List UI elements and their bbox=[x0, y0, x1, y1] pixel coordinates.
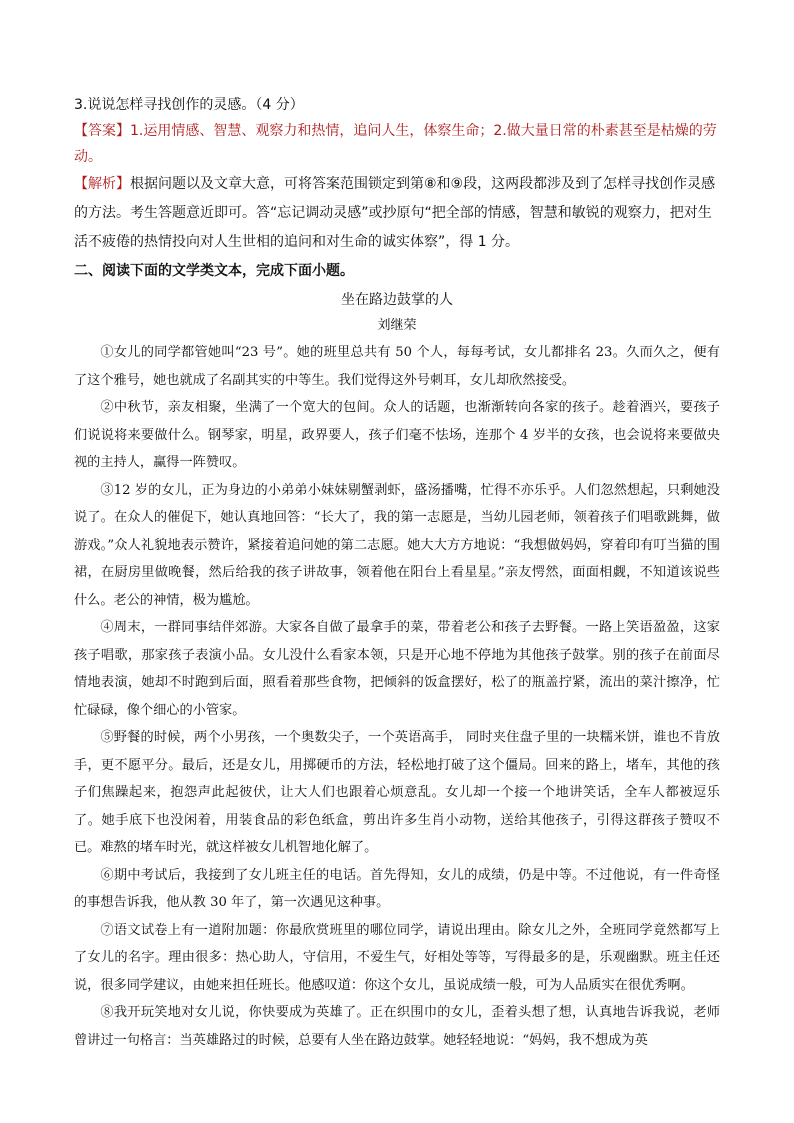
answer-text: 1.运用情感、智慧、观察力和热情，追问人生，体察生命；2.做大量日常的朴素甚至是枯燥的劳动。 bbox=[74, 123, 717, 165]
article-author: 刘继荣 bbox=[377, 318, 417, 333]
analysis-text: 根据问题以及文章大意，可将答案范围锁定到第⑧和⑨段，这两段都涉及到了怎样寻找创作灵感的方法。考生答题意近即可。答“忘记调动灵感”或抄原句“把全部的情感，智慧和敏锐的观察力，把对生活不疲倦的热情投向对人生世相的追问和对生命的诚实体察”，得 1 分。 bbox=[74, 176, 716, 250]
question-3: 3.说说怎样寻找创作的灵感。（4 分） bbox=[74, 97, 304, 113]
analysis bbox=[74, 170, 720, 257]
answer-tag: 【答案】 bbox=[74, 123, 130, 139]
document-page bbox=[74, 92, 720, 1054]
answer bbox=[74, 118, 720, 170]
paragraph-8: ⑧我开玩笑地对女儿说，你快要成为英雄了。正在织围巾的女儿，歪着头想了想，认真地告诉我说，老师曾讲过一句格言：当英雄路过的时候，总要有人坐在路边鼓掌。她轻轻地说：“妈妈，我不想成为英 bbox=[74, 1005, 720, 1048]
article-title: 坐在路边鼓掌的人 bbox=[341, 292, 453, 308]
paragraph-2: ②中秋节，亲友相聚，坐满了一个宽大的包间。众人的话题，也渐渐转向各家的孩子。趁着酒兴，要孩子们说说将来要做什么。钢琴家，明星，政界要人，孩子们毫不怯场，连那个 4 岁半的女孩，也会说将来要做央视的主持人，赢得一阵赞叹。 bbox=[74, 400, 720, 470]
paragraph-7: ⑦语文试卷上有一道附加题：你最欣赏班里的哪位同学，请说出理由。除女儿之外，全班同学竟然都写上了女儿的名字。理由很多：热心助人，守信用，不爱生气，好相处等等，写得最多的是，乐观幽默。班主任还说，很多同学建议，由她来担任班长。他感叹道：你这个女儿，虽说成绩一般，可为人品质实在很优秀啊。 bbox=[74, 922, 720, 993]
paragraph-1: ①女儿的同学都管她叫“23 号”。她的班里总共有 50 个人，每每考试，女儿都排名 23。久而久之，便有了这个雅号，她也就成了名副其实的中等生。我们觉得这外号刺耳，女儿却欣然接受。 bbox=[74, 345, 720, 388]
paragraph-3: ③12 岁的女儿，正为身边的小弟弟小妹妹剔蟹剥虾，盛汤播嘴，忙得不亦乐乎。人们忽然想起，只剩她没说了。在众人的催促下，她认真地回答：“长大了，我的第一志愿是，当幼儿园老师，领着孩子们唱歌跳舞，做游戏。”众人礼貌地表示赞许，紧接着追问她的第二志愿。她大大方方地说：“我想做妈妈，穿着印有叮当猫的围裙，在厨房里做晚餐，然后给我的孩子讲故事，领着他在阳台上看星星。”亲友愕然，面面相觑，不知道该说些什么。老公的神情，极为尴尬。 bbox=[74, 482, 720, 608]
paragraph-6: ⑥期中考试后，我接到了女儿班主任的电话。首先得知，女儿的成绩，仍是中等。不过他说，有一件奇怪的事想告诉我，他从教 30 年了，第一次遇见这种事。 bbox=[74, 867, 720, 910]
paragraph-5: ⑤野餐的时候，两个小男孩，一个奥数尖子，一个英语高手， 同时夹住盘子里的一块糯米饼，谁也不肯放手，更不愿平分。最后，还是女儿，用掷硬币的方法，轻松地打破了这个僵局。回来的路上，堵车，其他的孩子们焦躁起来，抱怨声此起彼伏，让大人们也跟着心烦意乱。女儿却一个接一个地讲笑话，全车人都被逗乐了。她手底下也没闲着，用装食品的彩色纸盒，剪出许多生肖小动物，送给其他孩子，引得这群孩子赞叹不已。难熬的堵车时光，就这样被女儿机智地化解了。 bbox=[74, 730, 720, 855]
analysis-tag: 【解析】 bbox=[74, 176, 130, 192]
section-heading: 二、阅读下面的文学类文本，完成下面小题。 bbox=[74, 263, 354, 279]
paragraph-4: ④周末，一群同事结伴郊游。大家各自做了最拿手的菜，带着老公和孩子去野餐。一路上笑语盈盈，这家孩子唱歌，那家孩子表演小品。女儿没什么看家本领，只是开心地不停地为其他孩子鼓掌。别的孩子在前面尽情地表演，她却不时跑到后面，照看着那些食物，把倾斜的饭盒摆好，松了的瓶盖拧紧，流出的菜汁擦净，忙忙碌碌，像个细心的小管家。 bbox=[74, 620, 720, 718]
